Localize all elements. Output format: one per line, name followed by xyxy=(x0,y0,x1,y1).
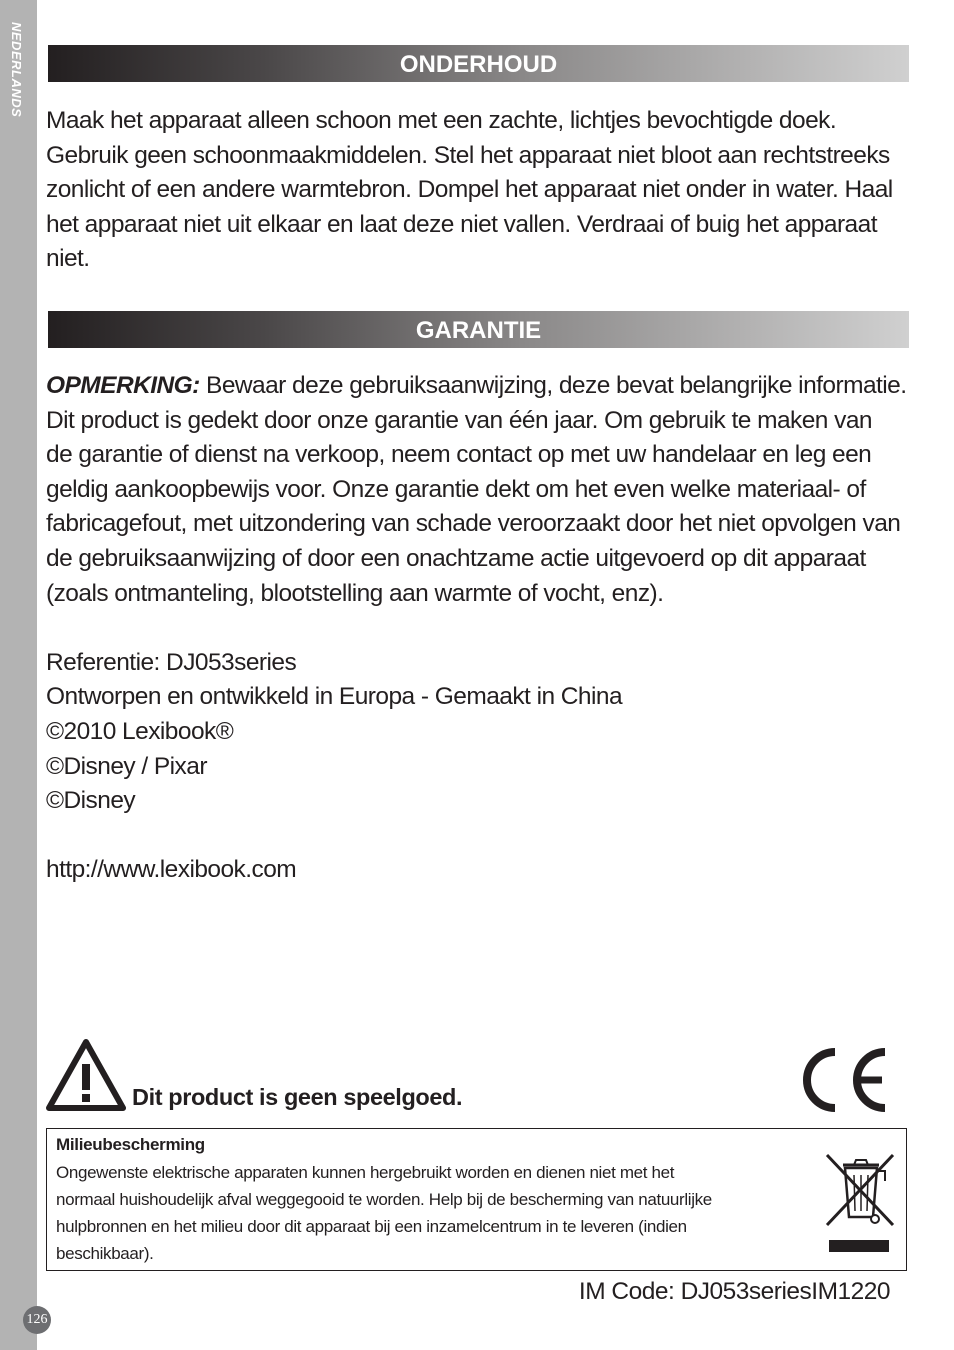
ce-mark-icon xyxy=(796,1044,892,1116)
page-number: 126 xyxy=(23,1306,51,1334)
note-label: OPMERKING: xyxy=(46,372,200,399)
maintenance-line: niet. xyxy=(46,245,90,273)
reference-text: Referentie: DJ053series xyxy=(46,648,297,676)
warranty-paragraph xyxy=(46,369,906,888)
im-code: IM Code: DJ053seriesIM1220 xyxy=(578,1278,890,1305)
warranty-line: de garantie of dienst na verkoop, neem contact op met uw handelaar en leg een xyxy=(46,441,872,469)
environment-line: Ongewenste elektrische apparaten kunnen hergebruikt worden en dienen niet met het xyxy=(56,1163,675,1182)
maintenance-line: zonlicht of een andere warmtebron. Dompel het apparaat niet onder in water. Haal xyxy=(46,176,893,204)
warning-text: Dit product is geen speelgoed. xyxy=(132,1084,463,1110)
copyright-disney-pixar: ©Disney / Pixar xyxy=(46,752,207,780)
maintenance-paragraph xyxy=(46,104,906,277)
note-text: Bewaar deze gebruiksaanwijzing, deze bevat belangrijke informatie. xyxy=(199,372,907,399)
section-heading-warranty: GARANTIE xyxy=(48,311,909,348)
environment-title: Milieubescherming xyxy=(56,1135,205,1154)
copyright-disney: ©Disney xyxy=(46,787,136,815)
maintenance-line: het apparaat niet uit elkaar en laat deze niet vallen. Verdraai of buig het apparaat xyxy=(46,210,877,238)
crossed-out-wheelie-bin-icon xyxy=(823,1151,899,1259)
origin-text: Ontworpen en ontwikkeld in Europa - Gemaakt in China xyxy=(46,683,623,711)
environment-box xyxy=(46,1128,907,1271)
warranty-line: geldig aankoopbewijs voor. Onze garantie dekt om het even welke materiaal- of xyxy=(46,475,866,503)
environment-line: hulpbronnen en het milieu door dit apparaat bij een inzamelcentrum in te leveren (indien xyxy=(56,1217,687,1236)
warranty-line: de gebruiksaanwijzing of door een onachtzame actie uitgevoerd op dit apparaat xyxy=(46,544,866,572)
maintenance-line: Maak het apparaat alleen schoon met een zachte, lichtjes bevochtigde doek. xyxy=(46,107,837,134)
warning-triangle-icon xyxy=(46,1038,126,1112)
warranty-line: fabricagefout, met uitzondering van schade veroorzaakt door het niet opvolgen van xyxy=(46,510,901,538)
side-language-label: NEDERLANDS xyxy=(9,22,24,118)
warranty-first-line xyxy=(46,369,906,404)
warranty-line: (zoals ontmanteling, blootstelling aan warmte of vocht, enz). xyxy=(46,579,664,607)
website-link[interactable]: http://www.lexibook.com xyxy=(46,856,297,884)
warranty-line: Dit product is gedekt door onze garantie van één jaar. Om gebruik te maken van xyxy=(46,406,872,434)
environment-line: normaal huishoudelijk afval weggegooid te worden. Help bij de bescherming van natuurlijke xyxy=(56,1190,712,1209)
environment-text xyxy=(56,1159,796,1267)
copyright-lexibook: ©2010 Lexibook® xyxy=(46,717,234,745)
warning-notice xyxy=(46,1038,646,1112)
maintenance-line: Gebruik geen schoonmaakmiddelen. Stel het apparaat niet bloot aan rechtstreeks xyxy=(46,141,890,169)
environment-line: beschikbaar). xyxy=(56,1244,154,1263)
section-heading-maintenance: ONDERHOUD xyxy=(48,45,909,82)
side-language-strip xyxy=(0,0,37,1350)
